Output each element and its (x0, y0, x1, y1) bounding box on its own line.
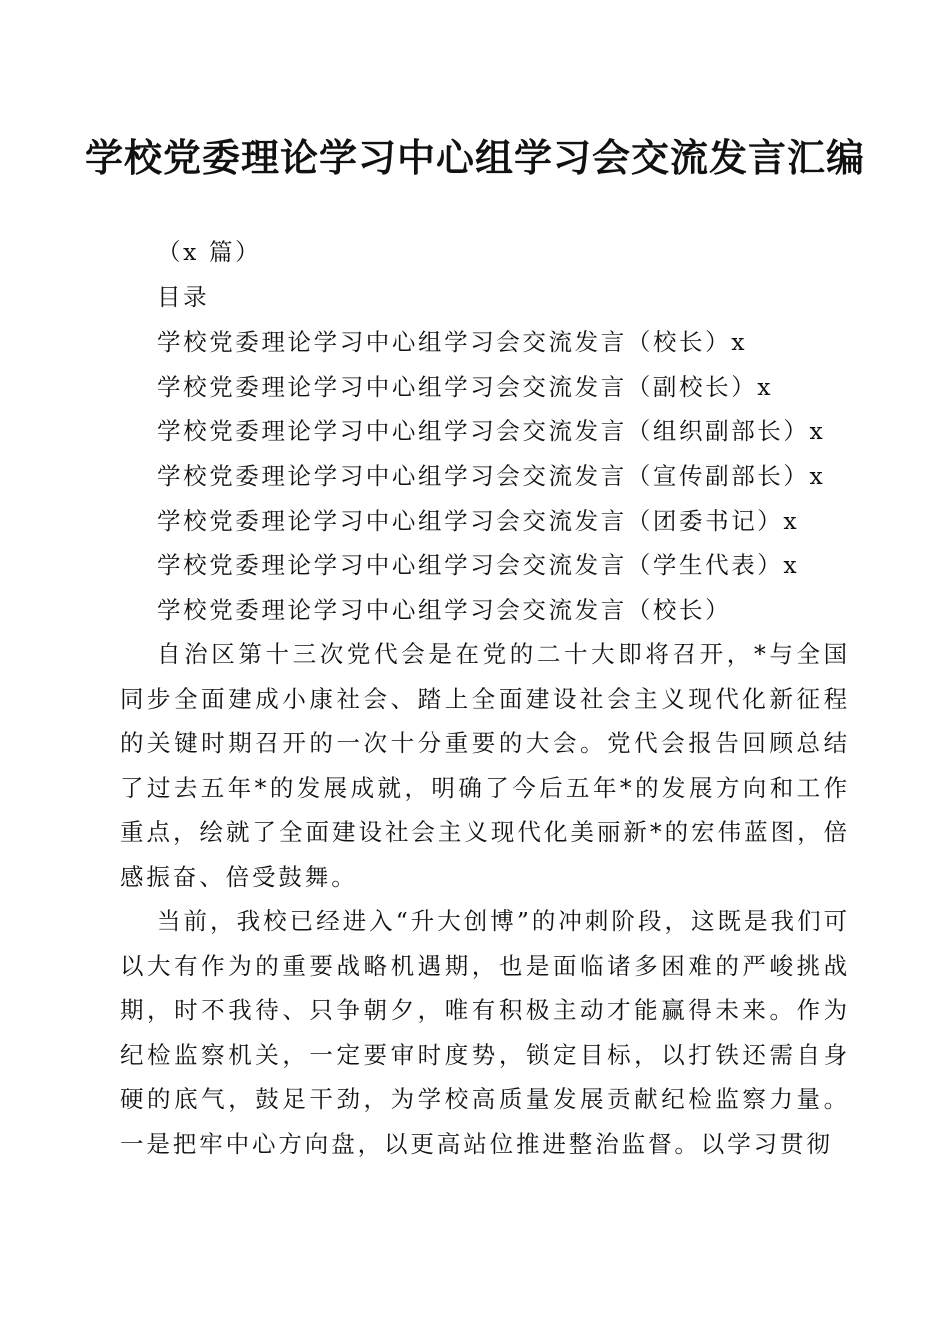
toc-item[interactable]: 学校党委理论学习中心组学习会交流发言（副校长）x (157, 373, 774, 401)
toc-item[interactable]: 学校党委理论学习中心组学习会交流发言（宣传副部长）x (157, 462, 826, 490)
toc-item[interactable]: 学校党委理论学习中心组学习会交流发言（学生代表）x (157, 551, 800, 579)
toc-item[interactable]: 学校党委理论学习中心组学习会交流发言（校长）x (157, 328, 748, 356)
body-paragraph: 自治区第十三次党代会是在党的二十大即将召开，*与全国同步全面建成小康社会、踏上全面建设社会主义现代化新征程的关键时期召开的一次十分重要的大会。党代会报告回顾总结了过去五年*的发展成就，明确了今后五年*的发展方向和工作重点，绘就了全面建设社会主义现代化美丽新*的宏伟蓝图，倍感振奋、倍受鼓舞。 (120, 640, 850, 891)
toc-item[interactable]: 学校党委理论学习中心组学习会交流发言（组织副部长）x (157, 417, 826, 445)
toc-item[interactable]: 学校党委理论学习中心组学习会交流发言（团委书记）x (157, 507, 800, 535)
body-paragraph: 当前，我校已经进入“升大创博”的冲刺阶段，这既是我们可以大有作为的重要战略机遇期，也是面临诸多困难的严峻挑战期，时不我待、只争朝夕，唯有积极主动才能赢得未来。作为纪检监察机关，一定要审时度势，锁定目标，以打铁还需自身硬的底气，鼓足干劲，为学校高质量发展贡献纪检监察力量。一是把牢中心方向盘，以更高站位推进整治监督。以学习贯彻 (120, 907, 850, 1158)
toc-heading: 目录 (157, 283, 210, 311)
article-count-note: （x 篇） (157, 238, 262, 266)
section-heading: 学校党委理论学习中心组学习会交流发言（校长） (157, 596, 732, 624)
document-title: 学校党委理论学习中心组学习会交流发言汇编 (84, 135, 865, 180)
